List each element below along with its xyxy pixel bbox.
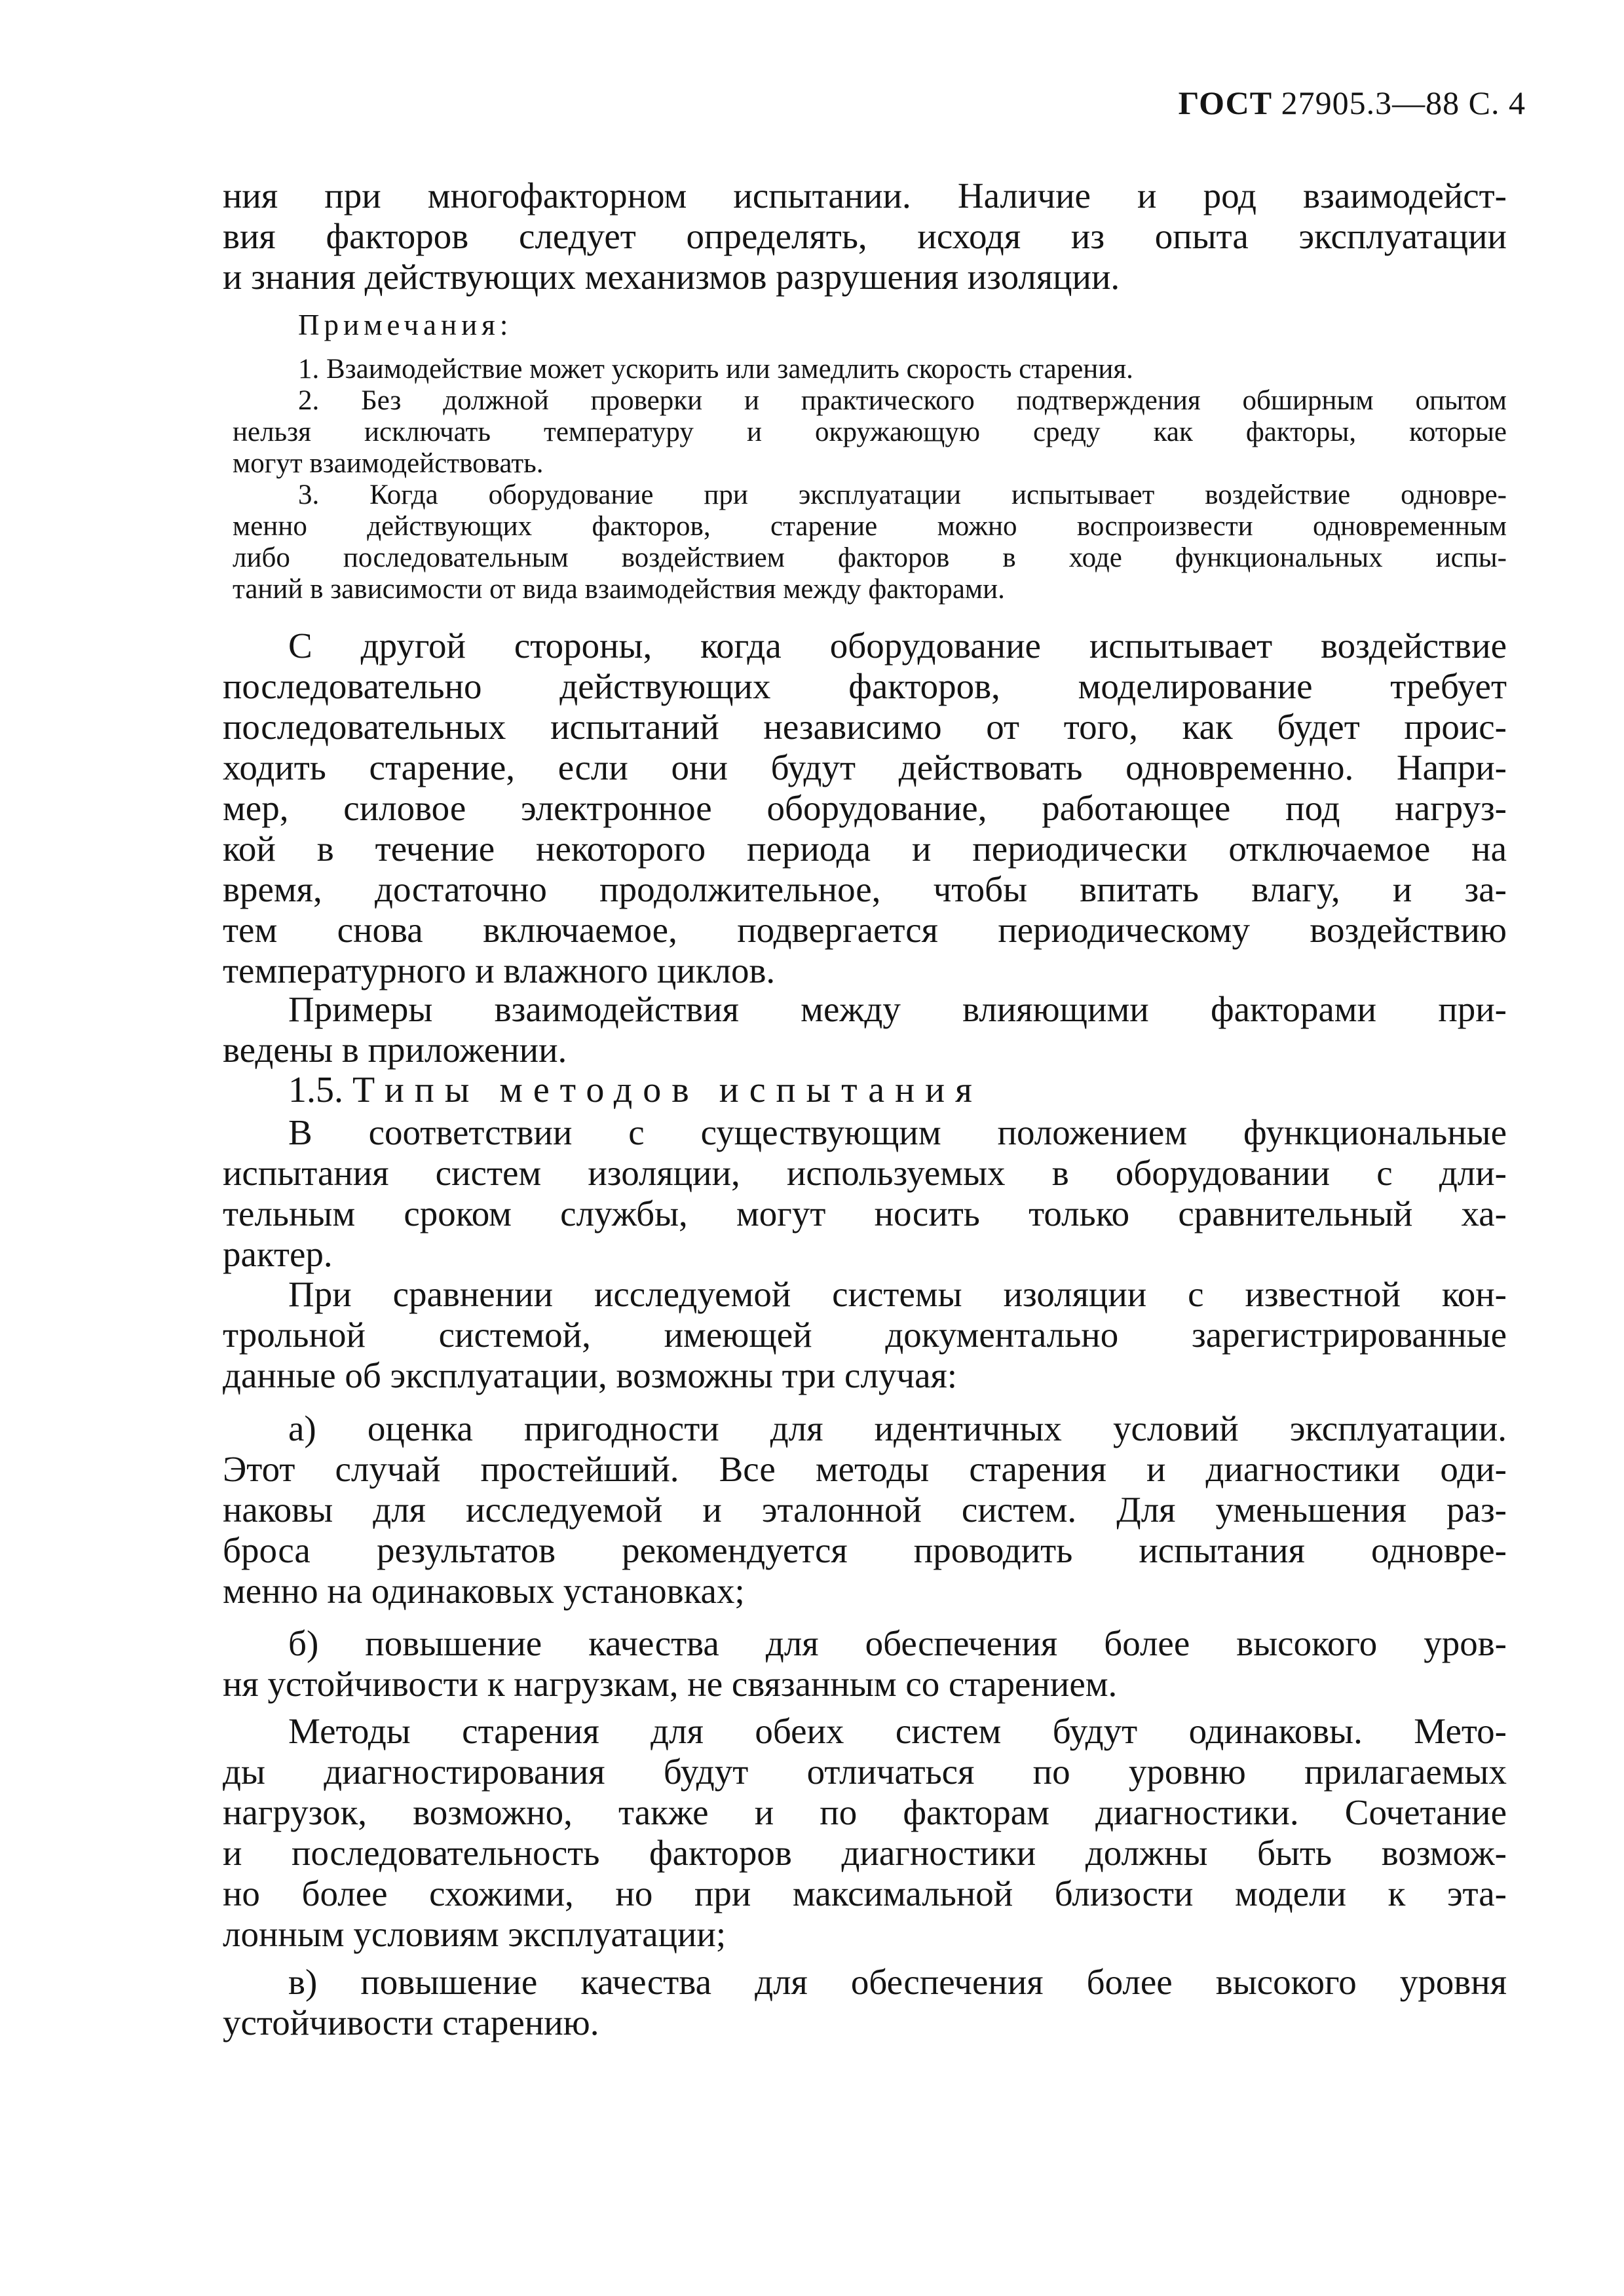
note-line: 1. Взаимодействие может ускорить или замедлить скорость старения.: [298, 354, 1133, 385]
text-line: время, достаточно продолжительное, чтобы впитать влагу, и за-: [223, 869, 1507, 909]
text-line: трольной системой, имеющей документально зарегистрированные: [223, 1315, 1507, 1355]
text-line: нагрузок, возможно, также и по факторам диагностики. Сочетание: [223, 1792, 1507, 1832]
note-line: менно действующих факторов, старение можно воспроизвести одновременным: [233, 511, 1507, 542]
paragraph-examples: [223, 989, 1507, 1070]
text-line: броса результатов рекомендуется проводить испытания одновре-: [223, 1530, 1507, 1570]
header-standard-number: 27905.3—88 С. 4: [1281, 85, 1526, 121]
case-v: [223, 1962, 1507, 2043]
paragraph-other-side: [223, 626, 1507, 991]
note-line: могут взаимодействовать.: [233, 448, 544, 479]
note-line: таний в зависимости от вида взаимодействия между факторами.: [233, 574, 1005, 605]
text-line: ня устойчивости к нагрузкам, не связанным со старением.: [223, 1664, 1118, 1704]
text-line: Этот случай простейший. Все методы старения и диагностики оди-: [223, 1449, 1507, 1489]
text-line: тем снова включаемое, подвергается периодическому воздействию: [223, 910, 1507, 950]
paragraph-methods: [223, 1711, 1507, 1955]
text-line: тельным сроком службы, могут носить только сравнительный ха-: [223, 1194, 1507, 1233]
text-line: Методы старения для обеих систем будут одинаковы. Мето-: [288, 1711, 1507, 1751]
text-line: но более схожими, но при максимальной близости модели к эта-: [223, 1873, 1507, 1913]
header-standard-label: ГОСТ: [1178, 85, 1273, 121]
text-line: ния при многофакторном испытании. Наличие и род взаимодейст-: [223, 176, 1507, 216]
text-line: а) оценка пригодности для идентичных условий эксплуатации.: [288, 1408, 1507, 1448]
section-title: Типы методов испытания: [352, 1070, 983, 1110]
text-line: лонным условиям эксплуатации;: [223, 1914, 727, 1954]
text-line: С другой стороны, когда оборудование испытывает воздействие: [288, 626, 1507, 666]
paragraph-accordance: [223, 1112, 1507, 1275]
text-line: устойчивости старению.: [223, 2003, 599, 2042]
text-line: последовательно действующих факторов, моделирование требует: [223, 666, 1507, 706]
text-line: В соответствии с существующим положением функциональные: [288, 1112, 1507, 1152]
text-line: При сравнении исследуемой системы изоляции с известной кон-: [288, 1274, 1507, 1314]
text-line: Примеры взаимодействия между влияющими факторами при-: [288, 989, 1507, 1029]
section-number: 1.5.: [288, 1070, 343, 1110]
text-line: и знания действующих механизмов разрушения изоляции.: [223, 257, 1120, 297]
case-b: [223, 1623, 1507, 1704]
notes-block: [233, 354, 1507, 605]
text-line: данные об эксплуатации, возможны три случая:: [223, 1355, 958, 1395]
paragraph-comparison: [223, 1274, 1507, 1396]
text-line: ды диагностирования будут отличаться по уровню прилагаемых: [223, 1752, 1507, 1792]
text-line: рактер.: [223, 1234, 333, 1274]
notes-title: Примечания:: [298, 309, 513, 341]
text-line: кой в течение некоторого периода и периодически отключаемое на: [223, 829, 1507, 869]
text-line: ведены в приложении.: [223, 1030, 567, 1070]
section-heading: [288, 1069, 983, 1111]
text-line: ходить старение, если они будут действовать одновременно. Напри-: [223, 747, 1507, 787]
text-line: последовательных испытаний независимо от того, как будет проис-: [223, 707, 1507, 747]
text-line: в) повышение качества для обеспечения более высокого уровня: [288, 1962, 1507, 2002]
text-line: мер, силовое электронное оборудование, работающее под нагруз-: [223, 788, 1507, 828]
note-line: либо последовательным воздействием факторов в ходе функциональных испы-: [233, 542, 1507, 573]
note-line: 3. Когда оборудование при эксплуатации испытывает воздействие одновре-: [298, 480, 1507, 510]
note-line: 2. Без должной проверки и практического подтверждения обширным опытом: [298, 385, 1507, 416]
text-line: б) повышение качества для обеспечения более высокого уров-: [288, 1623, 1507, 1663]
text-line: и последовательность факторов диагностики должны быть возмож-: [223, 1833, 1507, 1873]
text-line: температурного и влажного циклов.: [223, 950, 776, 990]
note-line: нельзя исключать температуру и окружающую среду как факторы, которые: [233, 417, 1507, 447]
page-header: [1179, 84, 1526, 122]
text-line: менно на одинаковых установках;: [223, 1571, 745, 1611]
text-line: наковы для исследуемой и эталонной систем. Для уменьшения раз-: [223, 1490, 1507, 1530]
paragraph-top: [223, 176, 1507, 297]
case-a: [223, 1408, 1507, 1611]
text-line: испытания систем изоляции, используемых в оборудовании с дли-: [223, 1153, 1507, 1193]
text-line: вия факторов следует определять, исходя из опыта эксплуатации: [223, 216, 1507, 256]
